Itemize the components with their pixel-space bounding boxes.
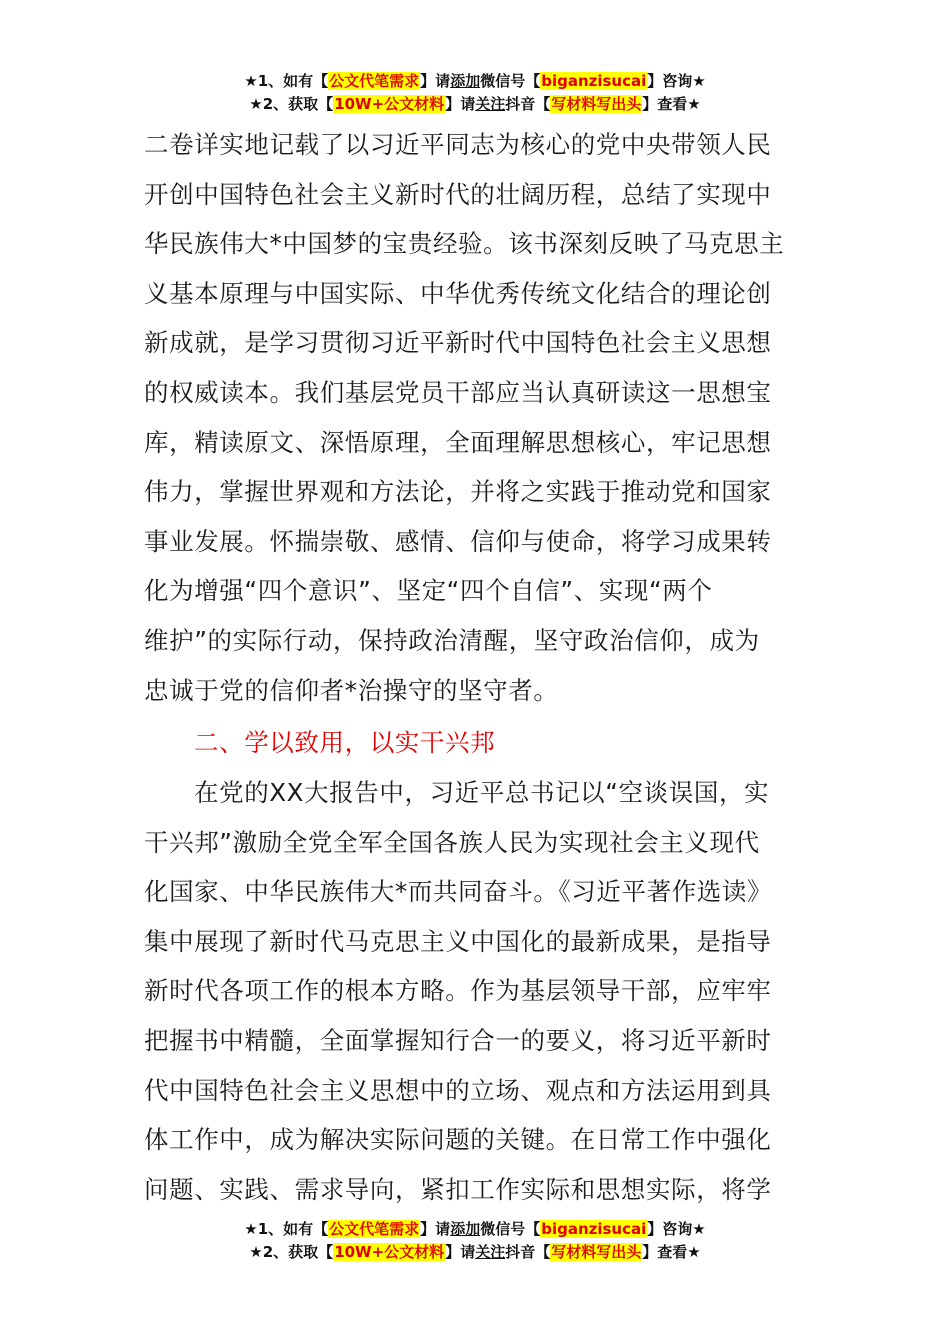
banner-text: ★1、如有【 xyxy=(244,1220,329,1238)
banner-underlined: 关注 xyxy=(475,95,506,113)
banner-text: 抖音【 xyxy=(505,1243,551,1261)
paragraph-line: 忠诚于党的信仰者*治操守的坚守者。 xyxy=(144,675,559,705)
banner-text: ★2、获取【 xyxy=(249,95,334,113)
banner-underlined: 关注 xyxy=(475,1243,506,1261)
banner-text: 】请 xyxy=(420,72,451,90)
highlight-wechat-id: biganzisucai xyxy=(541,72,647,90)
paragraph-line: 化国家、中华民族伟大*而共同奋斗。《习近平著作选读》 xyxy=(144,877,773,907)
paragraph-line: 集中展现了新时代马克思主义中国化的最新成果，是指导 xyxy=(144,926,772,956)
banner-text: 】查看★ xyxy=(642,1243,701,1261)
paragraph-line: 的权威读本。我们基层党员干部应当认真研读这一思想宝 xyxy=(144,377,772,407)
banner-text: 抖音【 xyxy=(505,95,551,113)
paragraph-line: 体工作中，成为解决实际问题的关键。在日常工作中强化 xyxy=(144,1125,772,1155)
banner-underlined: 添加 xyxy=(450,1220,481,1238)
highlight-service: 公文代笔需求 xyxy=(329,1220,420,1238)
paragraph-line: 新成就，是学习贯彻习近平新时代中国特色社会主义思想 xyxy=(144,328,772,358)
banner-text: 】请 xyxy=(420,1220,451,1238)
highlight-service: 公文代笔需求 xyxy=(329,72,420,90)
paragraph-line: 二卷详实地记载了以习近平同志为核心的党中央带领人民 xyxy=(144,130,772,159)
paragraph-line: 新时代各项工作的根本方略。作为基层领导干部，应牢牢 xyxy=(144,976,772,1006)
highlight-wechat-id: biganzisucai xyxy=(541,1220,647,1238)
banner-line-2 xyxy=(0,93,950,116)
banner-text: 微信号【 xyxy=(480,72,541,90)
paragraph-line: 库，精读原文、深悟原理，全面理解思想核心，牢记思想 xyxy=(144,427,772,457)
paragraph-line: 干兴邦”激励全党全军全国各族人民为实现社会主义现代 xyxy=(144,827,760,857)
paragraph-line: 伟力，掌握世界观和方法论，并将之实践于推动党和国家 xyxy=(144,477,772,507)
paragraph-line: 华民族伟大*中国梦的宝贵经验。该书深刻反映了马克思主 xyxy=(144,229,785,259)
header-banner xyxy=(0,70,950,116)
paragraph-line: 事业发展。怀揣崇敬、感情、信仰与使命，将学习成果转 xyxy=(144,526,772,556)
banner-line-1 xyxy=(0,1218,950,1241)
highlight-materials: 10W+公文材料 xyxy=(334,1243,445,1261)
highlight-materials: 10W+公文材料 xyxy=(334,95,445,113)
banner-text: ★1、如有【 xyxy=(244,72,329,90)
banner-text: 】咨询★ xyxy=(647,1220,706,1238)
paragraph-line: 在党的XX大报告中，习近平总书记以“空谈误国，实 xyxy=(194,778,770,807)
banner-text: 】咨询★ xyxy=(647,72,706,90)
paragraph-line: 化为增强“四个意识”、坚定“四个自信”、实现“两个 xyxy=(144,576,713,606)
banner-underlined: 添加 xyxy=(450,72,481,90)
banner-line-2 xyxy=(0,1241,950,1264)
section-heading: 二、学以致用，以实干兴邦 xyxy=(194,728,496,757)
footer-banner xyxy=(0,1218,950,1264)
highlight-douyin: 写材料写出头 xyxy=(551,1243,642,1261)
banner-line-1 xyxy=(0,70,950,93)
banner-text: 】查看★ xyxy=(642,95,701,113)
paragraph-1 xyxy=(144,120,804,715)
banner-text: 】请 xyxy=(445,1243,476,1261)
paragraph-2 xyxy=(144,768,804,1214)
paragraph-line: 维护”的实际行动，保持政治清醒，坚守政治信仰，成为 xyxy=(144,625,760,655)
banner-text: ★2、获取【 xyxy=(249,1243,334,1261)
paragraph-line: 代中国特色社会主义思想中的立场、观点和方法运用到具 xyxy=(144,1075,772,1105)
banner-text: 微信号【 xyxy=(480,1220,541,1238)
paragraph-line: 义基本原理与中国实际、中华优秀传统文化结合的理论创 xyxy=(144,278,772,308)
banner-text: 】请 xyxy=(445,95,476,113)
paragraph-line: 问题、实践、需求导向，紧扣工作实际和思想实际，将学 xyxy=(144,1174,772,1204)
paragraph-line: 开创中国特色社会主义新时代的壮阔历程，总结了实现中 xyxy=(144,179,772,209)
paragraph-line: 把握书中精髓，全面掌握知行合一的要义，将习近平新时 xyxy=(144,1025,772,1055)
highlight-douyin: 写材料写出头 xyxy=(551,95,642,113)
